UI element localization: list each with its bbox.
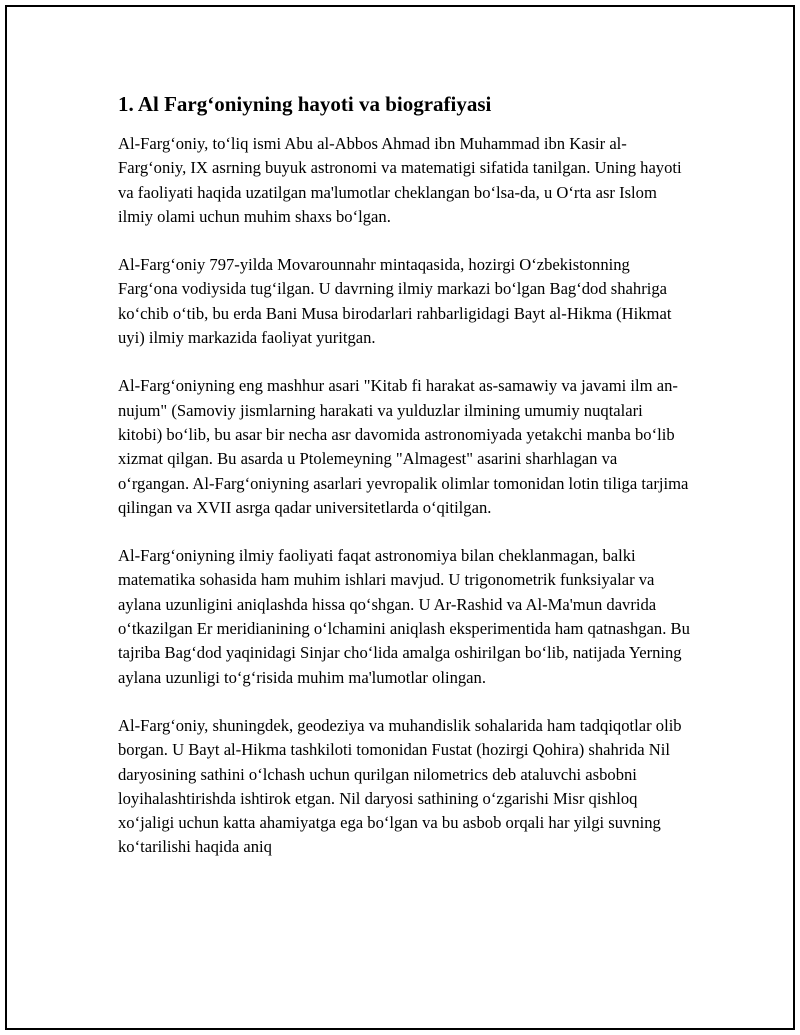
paragraph-4: Al-Farg‘oniyning ilmiy faoliyati faqat astronomiya bilan cheklanmagan, balki matematika sohasida ham muhim ishlari mavjud. U trigonometrik funksiyalar va aylana uzunligini aniqlashda hissa qo‘shgan. U Ar-Rashid va Al-Ma'mun davrida o‘tkazilgan Er meridianining o‘lchamini aniqlash eksperimentida ham qatnashgan. Bu tajriba Bag‘dod yaqinidagi Sinjar cho‘lida amalga oshirilgan bo‘lib, natijada Yerning aylana uzunligi to‘g‘risida muhim ma'lumotlar olingan. <box>118 546 690 687</box>
paragraph-3: Al-Farg‘oniyning eng mashhur asari "Kitab fi harakat as-samawiy va javami ilm an-nujum" (Samoviy jismlarning harakati va yulduzlar ilmining umumiy nuqtalari kitobi) bo‘lib, bu asar bir necha asr davomida astronomiyada yetakchi manba bo‘lib xizmat qilgan. Bu asarda u Ptolemeyning "Almagest" asarini sharhlagan va o‘rgangan. Al-Farg‘oniyning asarlari yevropalik olimlar tomonidan lotin tiliga tarjima qilingan va XVII asrga qadar universitetlarda o‘qitilgan. <box>118 376 689 517</box>
document-body <box>118 90 690 884</box>
paragraph-1: Al-Farg‘oniy, to‘liq ismi Abu al-Abbos Ahmad ibn Muhammad ibn Kasir al-Farg‘oniy, IX asrning buyuk astronomi va matematigi sifatida tanilgan. Uning hayoti va faoliyati haqida uzatilgan ma'lumotlar cheklangan bo‘lsa-da, u O‘rta asr Islom ilmiy olami uchun muhim shaxs bo‘lgan. <box>118 134 682 226</box>
section-heading: 1. Al Farg‘oniyning hayoti va biografiyasi <box>118 92 492 116</box>
paragraph-2: Al-Farg‘oniy 797-yilda Movarounnahr mintaqasida, hozirgi O‘zbekistonning Farg‘ona vodiysida tug‘ilgan. U davrning ilmiy markazi bo‘lgan Bag‘dod shahriga ko‘chib o‘tib, bu erda Bani Musa birodarlari rahbarligidagi Bayt al-Hikma (Hikmat uyi) ilmiy markazida faoliyat yuritgan. <box>118 255 672 348</box>
paragraph-5: Al-Farg‘oniy, shuningdek, geodeziya va muhandislik sohalarida ham tadqiqotlar olib borgan. U Bayt al-Hikma tashkiloti tomonidan Fustat (hozirgi Qohira) shahrida Nil daryosining sathini o‘lchash uchun qurilgan nilometrics deb ataluvchi asbobni loyihalashtirishda ishtirok etgan. Nil daryosi sathining o‘zgarishi Misr qishloq xo‘jaligi uchun katta ahamiyatga ega bo‘lgan va bu asbob orqali har yilgi suvning ko‘tarilishi haqida aniq <box>118 715 682 857</box>
